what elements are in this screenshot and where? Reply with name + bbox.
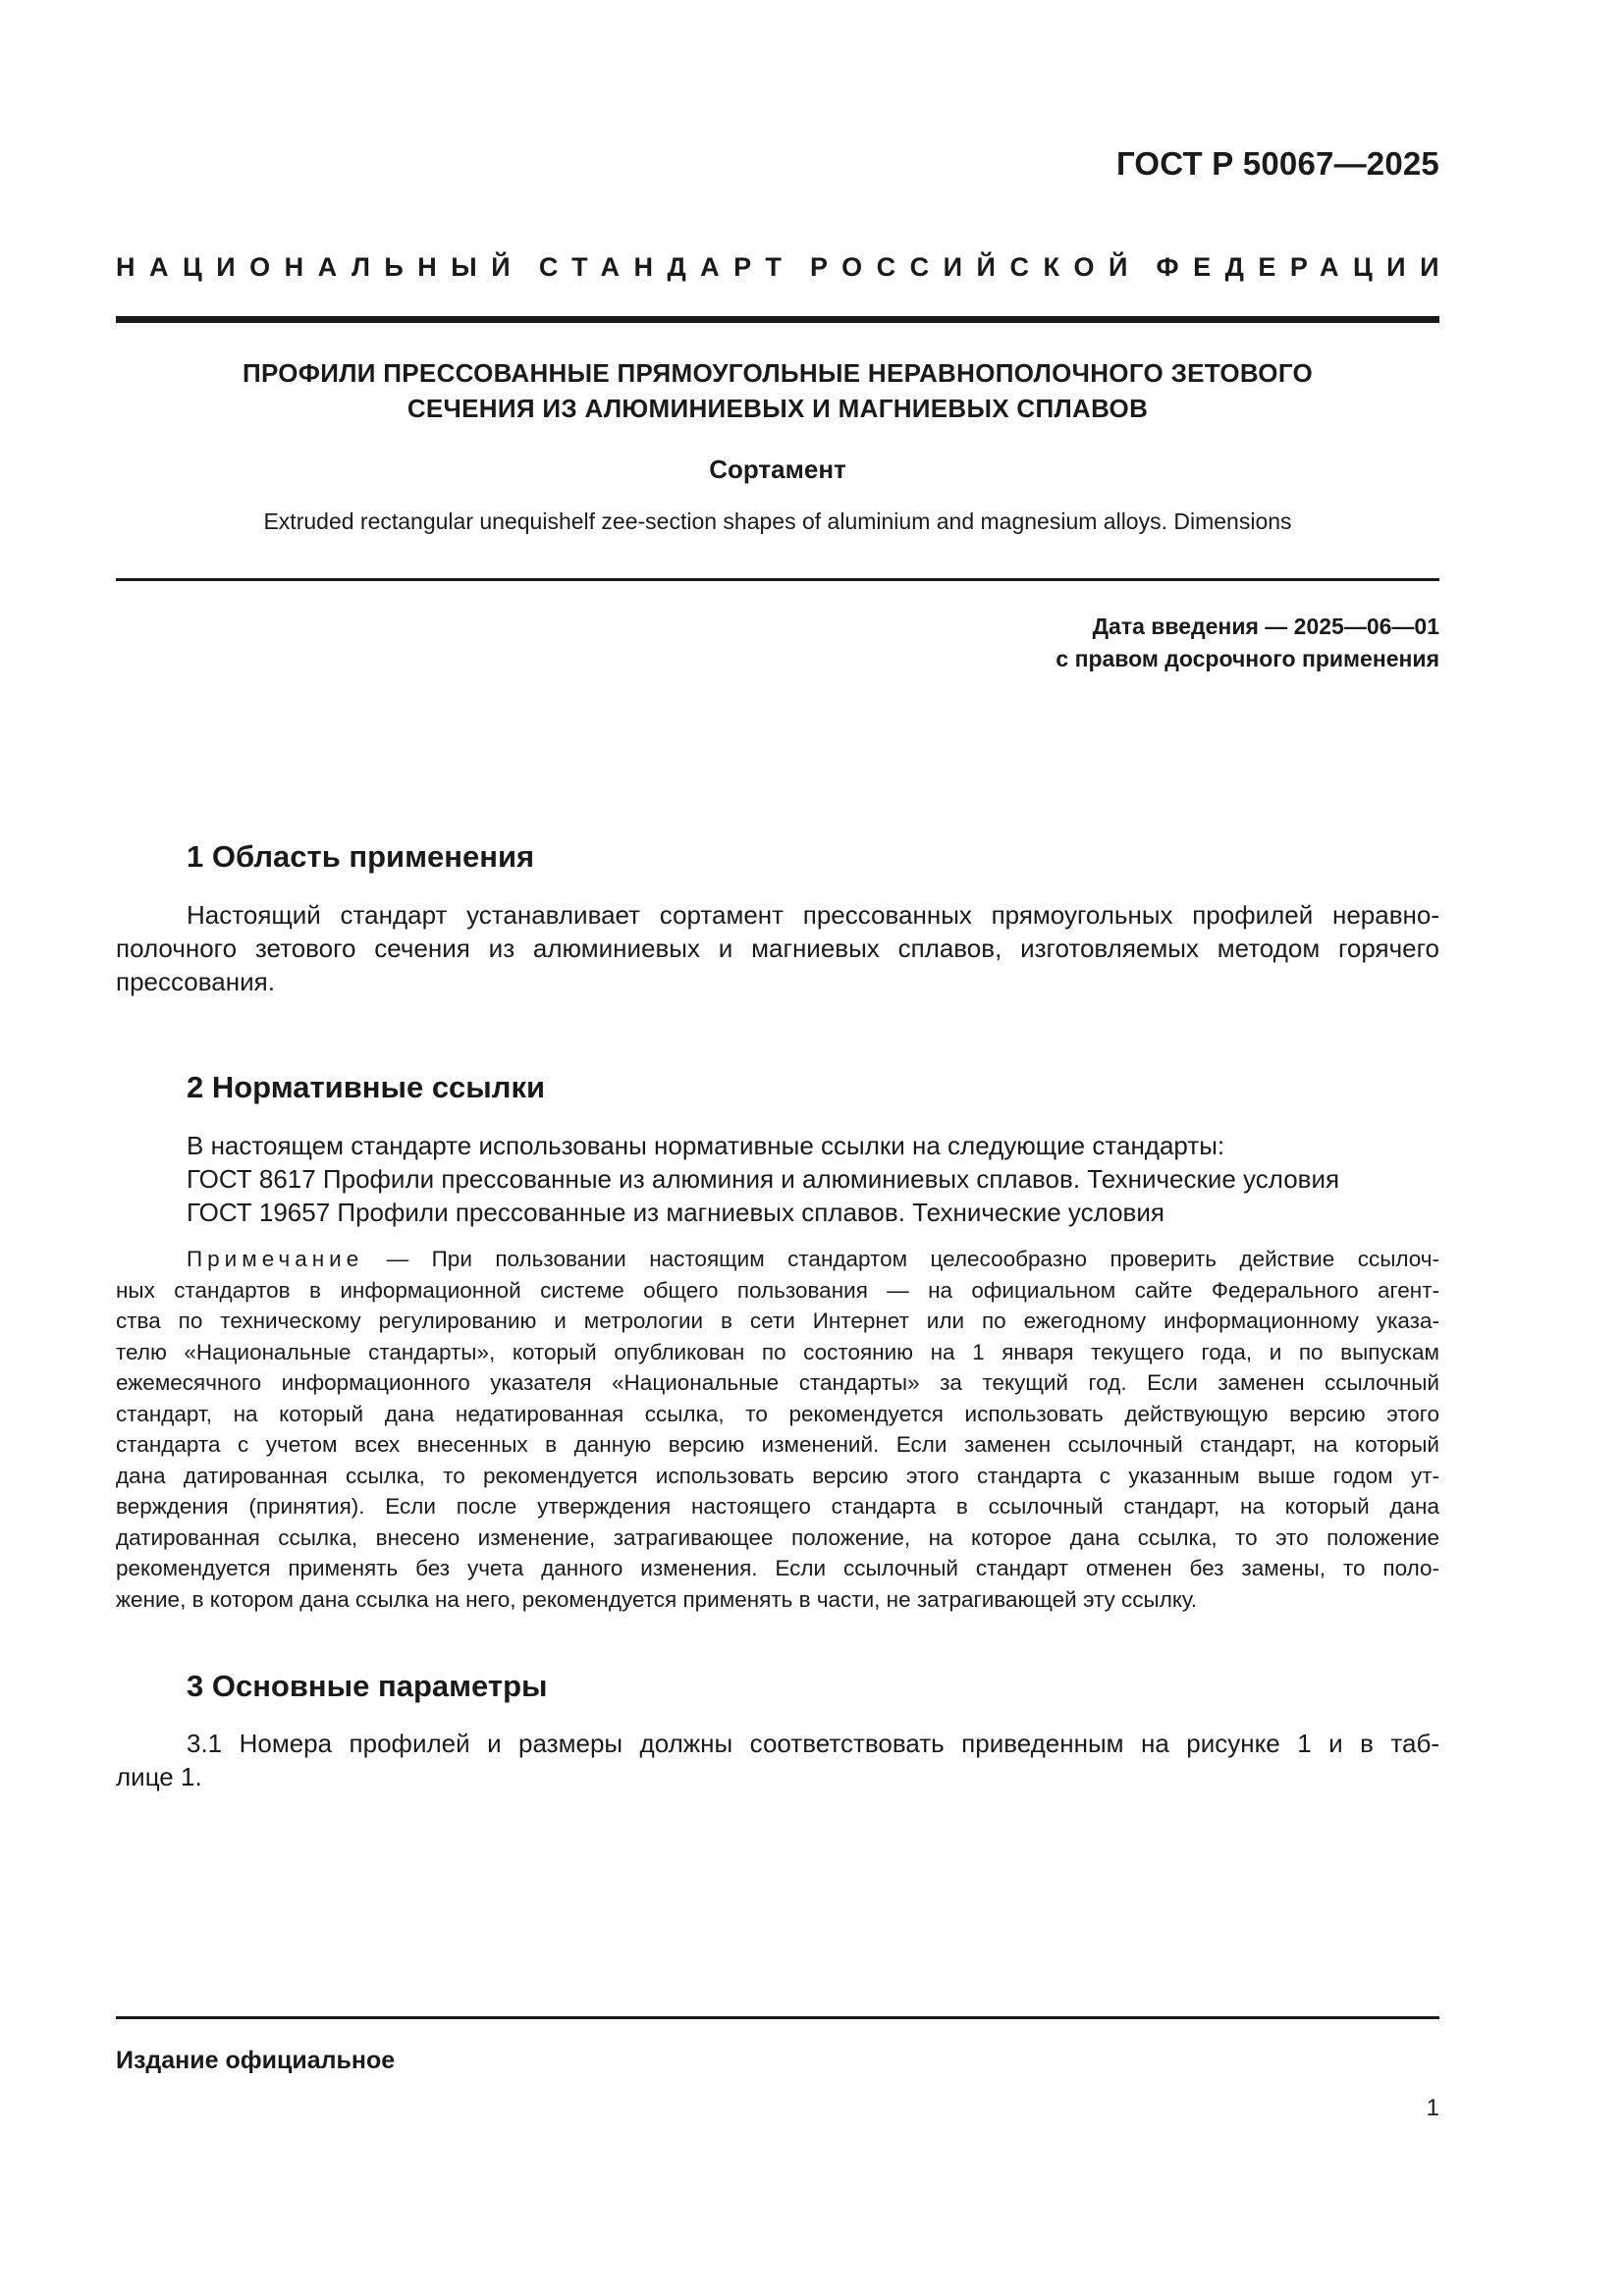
note-line-1: [116, 1244, 1439, 1275]
header-thick-rule: [116, 316, 1439, 323]
banner-word-3: РОССИЙСКОЙ: [810, 252, 1142, 282]
reference-gost-8617: ГОСТ 8617 Профили прессованные из алюминия и алюминиевых сплавов. Технические условия: [187, 1164, 1340, 1194]
title-line-1: ПРОФИЛИ ПРЕССОВАННЫЕ ПРЯМОУГОЛЬНЫЕ НЕРАВНОПОЛОЧНОГО ЗЕТОВОГО: [242, 358, 1314, 388]
section-1-heading: 1 Область применения: [187, 839, 535, 874]
banner-word-4: ФЕДЕРАЦИИ: [1156, 252, 1453, 282]
page-number: 1: [1426, 2095, 1439, 2121]
english-title: Extruded rectangular unequishelf zee-section shapes of aluminium and magnesium alloys. Dimensions: [263, 508, 1292, 534]
title-line-2: СЕЧЕНИЯ ИЗ АЛЮМИНИЕВЫХ И МАГНИЕВЫХ СПЛАВОВ: [406, 394, 1149, 423]
section-2-note: [116, 1244, 1439, 1615]
section-1-line-3: прессования.: [116, 967, 275, 996]
note-line-3: ства по техническому регулированию и метрологии в сети Интернет или по ежегодному информационному указа-: [116, 1308, 1439, 1333]
note-line-6: стандарт, на который дана недатированная ссылка, то рекомендуется использовать действующую версию этого: [116, 1401, 1439, 1426]
section-3-line-1: 3.1 Номера профилей и размеры должны соответствовать приведенным на рисунке 1 и в таб-: [187, 1729, 1439, 1758]
section-1-line-2: полочного зетового сечения из алюминиевых и магниевых сплавов, изготовляемых методом горячего: [116, 934, 1439, 963]
document-code: ГОСТ Р 50067—2025: [1115, 145, 1439, 182]
section-1-line-1: Настоящий стандарт устанавливает сортамент прессованных прямоугольных профилей неравно-: [187, 900, 1439, 930]
note-line-9: верждения (принятия). Если после утверждения настоящего стандарта в ссылочный стандарт, на который дана: [116, 1494, 1439, 1519]
section-3-line-2: лице 1.: [116, 1762, 202, 1791]
banner-word-2: СТАНДАРТ: [538, 252, 796, 282]
banner-word-1: НАЦИОНАЛЬНЫЙ: [116, 252, 525, 282]
standard-subtitle: Сортамент: [709, 454, 846, 484]
standard-title: [116, 355, 1439, 426]
note-line-11: рекомендуется применять без учета данного изменения. Если ссылочный стандарт отменен без замены, то поло-: [116, 1556, 1439, 1580]
note-line-4: телю «Национальные стандарты», который опубликован по состоянию на 1 января текущего года, и по выпускам: [116, 1339, 1439, 1364]
section-2-intro: В настоящем стандарте использованы нормативные ссылки на следующие стандарты:: [187, 1131, 1225, 1160]
introduction-date: Дата введения — 2025—06—01: [1092, 614, 1439, 639]
early-application-note: с правом досрочного применения: [1056, 646, 1439, 671]
section-3-heading: 3 Основные параметры: [187, 1669, 548, 1703]
introduction-date-block: [1056, 611, 1439, 675]
note-label: Примечание: [187, 1247, 364, 1271]
note-line-8: дана датированная ссылка, то рекомендуется использовать версию этого стандарта с указанным выше годом ут-: [116, 1463, 1439, 1488]
title-bottom-rule: [116, 578, 1439, 581]
reference-gost-19657: ГОСТ 19657 Профили прессованные из магниевых сплавов. Технические условия: [187, 1198, 1164, 1227]
section-2-body: [187, 1129, 1439, 1229]
note-line-1-text: — При пользовании настоящим стандартом целесообразно проверить действие ссылоч-: [386, 1247, 1439, 1271]
note-line-5: ежемесячного информационного указателя «Национальные стандарты» за текущий год. Если заменен ссылочный: [116, 1370, 1439, 1395]
note-line-10: датированная ссылка, внесено изменение, затрагивающее положение, на которое дана ссылка, то это положение: [116, 1524, 1439, 1550]
official-edition-label: Издание официальное: [116, 2047, 396, 2074]
national-standard-banner: [116, 252, 1453, 283]
note-line-2: ных стандартов в информационной системе общего пользования — на официальном сайте Федерального агент-: [116, 1277, 1439, 1303]
note-line-7: стандарта с учетом всех внесенных в данную версию изменений. Если заменен ссылочный стандарт, на который: [116, 1432, 1439, 1457]
section-3-body: [116, 1727, 1439, 1793]
section-2-heading: 2 Нормативные ссылки: [187, 1070, 546, 1104]
footer-rule: [116, 2016, 1439, 2019]
section-1-body: [116, 898, 1439, 998]
note-line-12: жение, в котором дана ссылка на него, рекомендуется применять в части, не затрагивающей эту ссылку.: [116, 1586, 1198, 1612]
